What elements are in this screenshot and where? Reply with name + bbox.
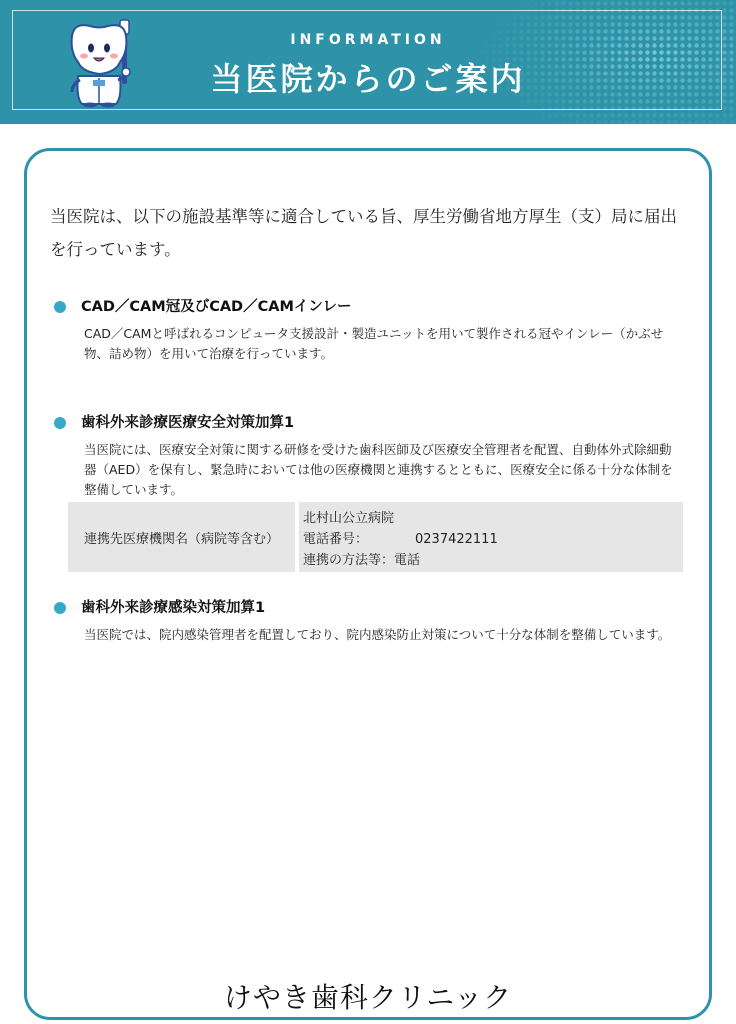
section-body: 当医院では、院内感染管理者を配置しており、院内感染防止対策について十分な体制を整備しています。 (84, 627, 671, 642)
section-body: 当医院には、医療安全対策に関する研修を受けた歯科医師及び医療安全管理者を配置、自動体外式除細動器（AED）を保有し、緊急時においては他の医療機関と連携するとともに、医療安全に係る十分な体制を整備しています。 (84, 442, 673, 497)
section-medical-safety (54, 412, 674, 500)
bullet-icon (54, 602, 66, 614)
section-title (54, 412, 674, 434)
bullet-icon (54, 417, 66, 429)
bullet-icon (54, 301, 66, 313)
section-title (54, 296, 674, 318)
intro-text: 当医院は、以下の施設基準等に適合している旨、厚生労働省地方厚生（支）局に届出を行っています。 (50, 207, 677, 259)
section-cad-cam (54, 296, 674, 364)
hospital-name: 北村山公立病院 (303, 511, 395, 526)
section-body: CAD／CAMと呼ばれるコンピュータ支援設計・製造ユニットを用いて製作される冠やインレー（かぶせ物、詰め物）を用いて治療を行っています。 (84, 326, 664, 361)
header-subtitle: INFORMATION (290, 32, 446, 48)
section-infection-control (54, 597, 674, 645)
phone-label: 電話番号： (303, 532, 369, 547)
section-title-text: CAD／CAM冠及びCAD／CAMインレー (81, 299, 352, 315)
header-banner (0, 0, 736, 124)
phone-row (303, 529, 683, 550)
clinic-name: けやき歯科クリニック (223, 981, 513, 1014)
section-title-text: 歯科外来診療感染対策加算1 (81, 600, 266, 616)
page-title: 当医院からのご案内 (210, 60, 526, 98)
partner-hospital-label: 連携先医療機関名（病院等含む） (68, 502, 295, 572)
content-card (24, 148, 712, 1020)
section-title-text: 歯科外来診療医療安全対策加算1 (81, 415, 295, 431)
partner-hospital-table (68, 502, 683, 572)
partner-hospital-details (299, 502, 683, 572)
phone-number: 0237422111 (415, 532, 498, 547)
contact-method: 連携の方法等：電話 (303, 553, 421, 568)
section-title (54, 597, 674, 619)
